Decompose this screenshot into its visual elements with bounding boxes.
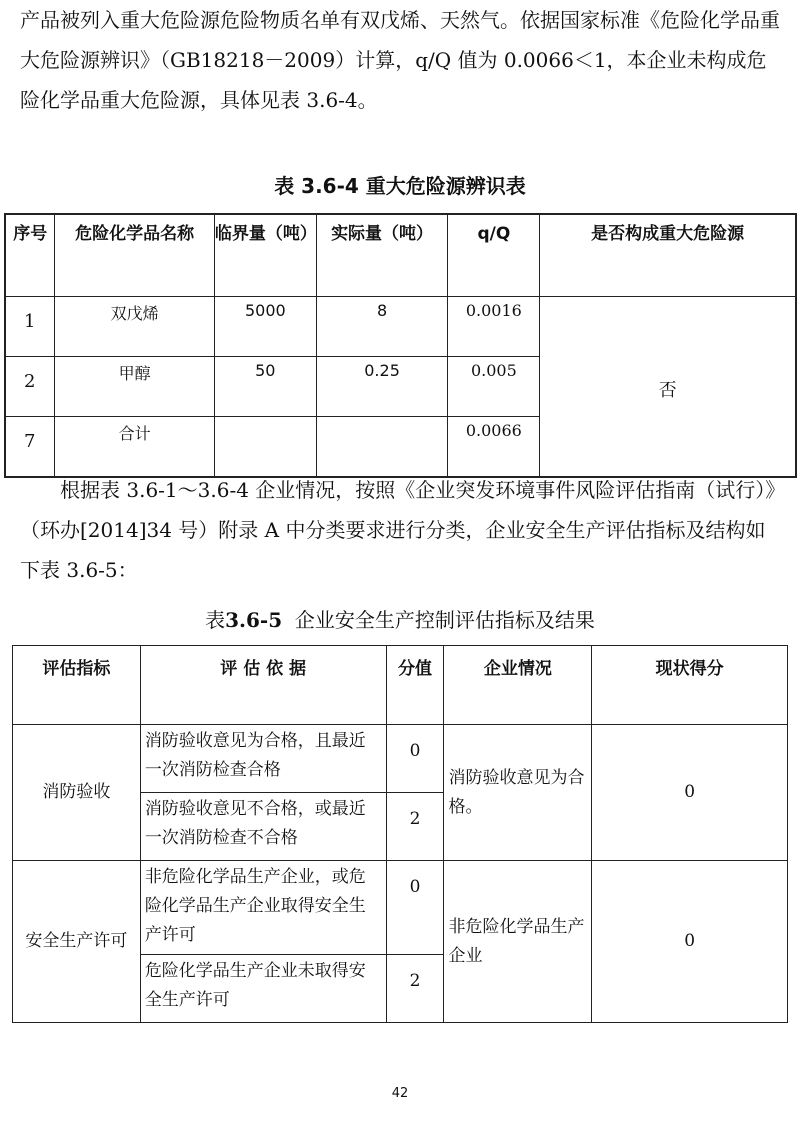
row-no: 1 — [5, 297, 55, 357]
row-critical: 50 — [214, 357, 316, 417]
table2-caption-text: 企业安全生产控制评估指标及结果 — [294, 608, 595, 632]
table2-header-row — [13, 646, 788, 725]
situation-text: 非危险化学品生产企业 — [444, 861, 592, 1023]
basis-text: 危险化学品生产企业未取得安全生产许可 — [140, 955, 386, 1023]
safety-evaluation-table — [12, 645, 788, 1023]
header-situation: 企业情况 — [444, 646, 592, 725]
row-name: 双戊烯 — [55, 297, 214, 357]
header-current-score: 现状得分 — [592, 646, 788, 725]
row-qq: 0.005 — [448, 357, 540, 417]
table2-caption-number: 3.6-5 — [225, 608, 283, 632]
row-critical — [214, 417, 316, 478]
row-qq: 0.0066 — [448, 417, 540, 478]
table-row — [13, 725, 788, 793]
table2-caption — [0, 604, 800, 633]
header-chemical-name: 危险化学品名称 — [55, 214, 214, 297]
score-value: 2 — [386, 955, 444, 1023]
major-hazard-result: 否 — [540, 297, 796, 478]
row-qq: 0.0016 — [448, 297, 540, 357]
table-row — [13, 861, 788, 955]
row-actual — [316, 417, 448, 478]
indicator-safety-permit: 安全生产许可 — [13, 861, 141, 1023]
hazard-identification-table — [4, 213, 797, 478]
header-actual-amount: 实际量（吨） — [316, 214, 448, 297]
classification-paragraph: 根据表 3.6-1～3.6-4 企业情况，按照《企业突发环境事件风险评估指南（试行）》（环办[2014]34 号）附录 A 中分类要求进行分类，企业安全生产评估指标及结构如下表 3.6-5： — [20, 478, 776, 582]
table1-caption: 表 3.6-4 重大危险源辨识表 — [274, 174, 526, 198]
table-row — [5, 297, 796, 357]
header-critical-amount: 临界量（吨） — [214, 214, 316, 297]
header-is-major-hazard: 是否构成重大危险源 — [540, 214, 796, 297]
table2-caption-prefix: 表 — [205, 608, 226, 632]
situation-text: 消防验收意见为合格。 — [444, 725, 592, 861]
row-name: 合计 — [55, 417, 214, 478]
current-score: 0 — [592, 861, 788, 1023]
basis-text: 消防验收意见为合格，且最近一次消防检查合格 — [140, 725, 386, 793]
page-number: 42 — [391, 1086, 409, 1101]
row-actual: 8 — [316, 297, 448, 357]
row-name: 甲醇 — [55, 357, 214, 417]
intro-paragraph: 产品被列入重大危险源危险物质名单有双戊烯、天然气。依据国家标准《危险化学品重大危险源辨识》（GB18218－2009）计算，q/Q 值为 0.0066＜1，本企业未构成危险化学品重大危险源，具体见表 3.6-4。 — [20, 8, 780, 112]
score-value: 2 — [386, 793, 444, 861]
table1-header-row — [5, 214, 796, 297]
header-basis: 评 估 依 据 — [140, 646, 386, 725]
row-no: 2 — [5, 357, 55, 417]
header-no: 序号 — [5, 214, 55, 297]
basis-text: 消防验收意见不合格，或最近一次消防检查不合格 — [140, 793, 386, 861]
current-score: 0 — [592, 725, 788, 861]
row-no: 7 — [5, 417, 55, 478]
indicator-fire-acceptance: 消防验收 — [13, 725, 141, 861]
header-indicator: 评估指标 — [13, 646, 141, 725]
score-value: 0 — [386, 861, 444, 955]
header-score: 分值 — [386, 646, 444, 725]
basis-text: 非危险化学品生产企业，或危险化学品生产企业取得安全生产许可 — [140, 861, 386, 955]
row-critical: 5000 — [214, 297, 316, 357]
score-value: 0 — [386, 725, 444, 793]
header-qq: q/Q — [448, 214, 540, 297]
row-actual: 0.25 — [316, 357, 448, 417]
